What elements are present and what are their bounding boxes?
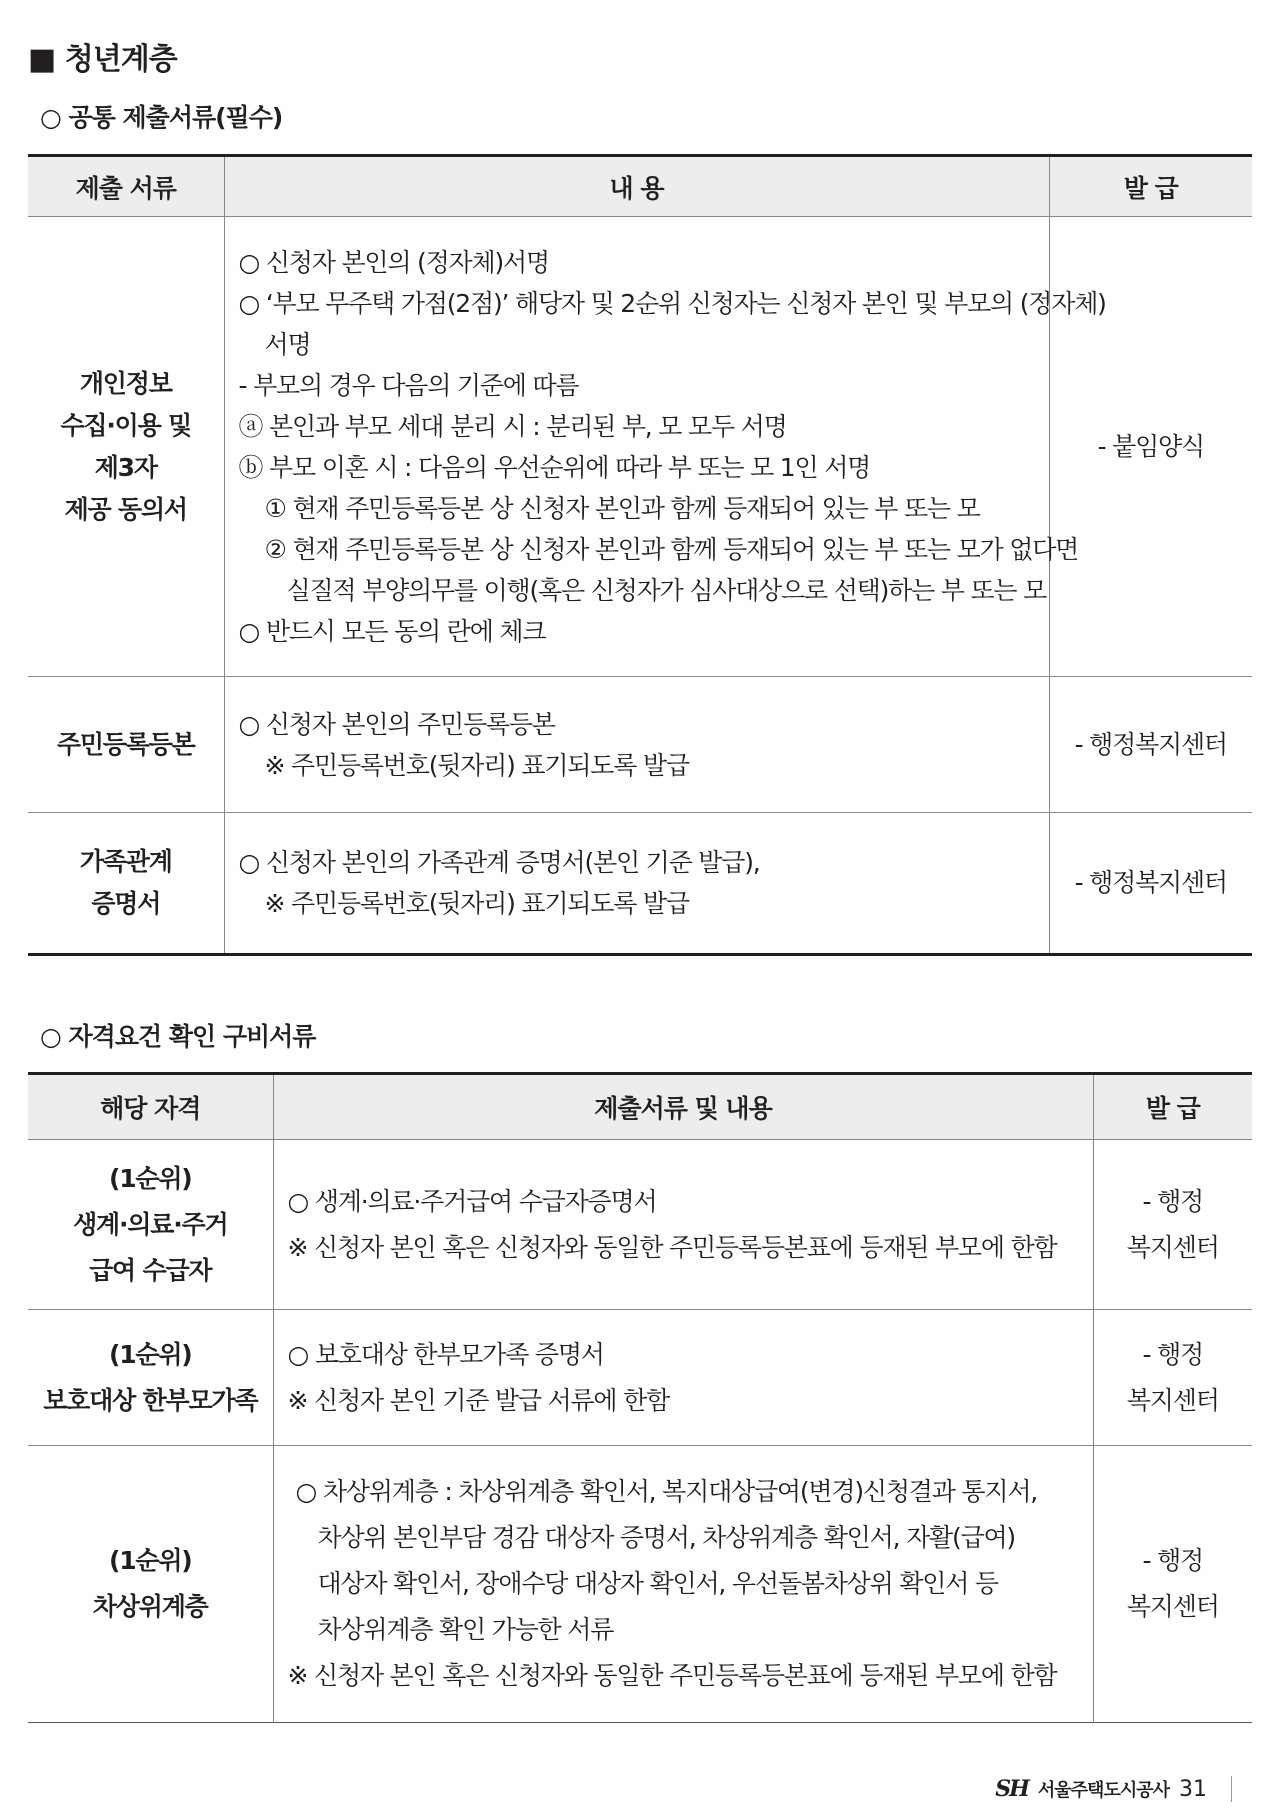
issuer xyxy=(1093,1446,1252,1723)
header-issuer: 발 급 xyxy=(1093,1074,1252,1140)
table-row xyxy=(28,1140,1252,1310)
table-header-row xyxy=(28,156,1252,217)
issuer-line: - 행정복지센터 xyxy=(1074,729,1227,759)
document-content xyxy=(273,1446,1093,1723)
document-name xyxy=(28,677,224,813)
document-line: 증명서 xyxy=(91,889,161,918)
content-line: 차상위 본인부담 경감 대상자 증명서, 차상위계층 확인서, 자활(급여) xyxy=(317,1523,1015,1552)
organization-name: 서울주택도시공사 xyxy=(1037,1780,1169,1801)
document-name xyxy=(28,813,224,955)
issuer xyxy=(1049,813,1252,955)
content-line: ○ 생계·의료·주거급여 수급자증명서 xyxy=(287,1186,657,1216)
content-line: ※ 신청자 본인 혹은 신청자와 동일한 주민등록등본표에 등재된 부모에 한함 xyxy=(287,1232,1057,1262)
content-line: ⓑ 부모 이혼 시 : 다음의 우선순위에 따라 부 또는 모 1인 서명 xyxy=(238,452,871,482)
issuer-line: - 붙임양식 xyxy=(1097,431,1204,461)
document-line: 개인정보 xyxy=(79,368,172,398)
issuer-line: - 행정 xyxy=(1142,1546,1203,1575)
qualification-line: 생계·의료·주거 xyxy=(73,1209,228,1239)
content-line: 차상위계층 확인 가능한 서류 xyxy=(317,1615,614,1644)
document-line: 제3자 xyxy=(94,452,157,482)
issuer xyxy=(1093,1310,1252,1446)
issuer-line: - 행정 xyxy=(1142,1339,1203,1369)
issuer-line: - 행정복지센터 xyxy=(1074,868,1227,897)
content-line: 실질적 부양의무를 이행(혹은 신청자가 심사대상으로 선택)하는 부 또는 모 xyxy=(286,575,1047,605)
document-name xyxy=(28,217,224,677)
content-line: ○ 신청자 본인의 (정자체)서명 xyxy=(238,247,549,277)
document-content xyxy=(224,813,1049,955)
qualification xyxy=(28,1140,273,1310)
content-line: ○ 차상위계층 : 차상위계층 확인서, 복지대상급여(변경)신청결과 통지서, xyxy=(295,1477,1038,1506)
content-line: ※ 신청자 본인 기준 발급 서류에 한함 xyxy=(287,1385,670,1415)
qualification-line: (1순위) xyxy=(108,1163,192,1193)
sh-logo-icon: SH xyxy=(995,1776,1028,1802)
content-line: ※ 주민등록번호(뒷자리) 표기되도록 발급 xyxy=(264,889,689,918)
issuer xyxy=(1049,677,1252,813)
document-content xyxy=(273,1310,1093,1446)
section-title: ■ 청년계층 xyxy=(28,42,177,77)
header-content: 제출서류 및 내용 xyxy=(273,1074,1093,1140)
table-row xyxy=(28,1310,1252,1446)
content-line: ○ 반드시 모든 동의 란에 체크 xyxy=(238,616,546,646)
issuer-line: 복지센터 xyxy=(1126,1592,1219,1621)
qualification-line: (1순위) xyxy=(108,1339,192,1369)
document-line: 제공 동의서 xyxy=(64,494,187,524)
qualification-line: 차상위계층 xyxy=(92,1592,208,1621)
header-qualification: 해당 자격 xyxy=(28,1074,273,1140)
table-row xyxy=(28,813,1252,955)
content-line: ※ 주민등록번호(뒷자리) 표기되도록 발급 xyxy=(264,750,689,780)
issuer-line: 복지센터 xyxy=(1126,1232,1219,1262)
header-document: 제출 서류 xyxy=(28,156,224,217)
table-row xyxy=(28,217,1252,677)
header-issuer: 발 급 xyxy=(1049,156,1252,217)
document-content xyxy=(224,677,1049,813)
page-footer xyxy=(995,1776,1232,1802)
document-content xyxy=(273,1140,1093,1310)
table-row xyxy=(28,1446,1252,1723)
qualification-line: 급여 수급자 xyxy=(89,1255,212,1285)
eligibility-documents-table xyxy=(28,1072,1252,1723)
table-header-row xyxy=(28,1074,1252,1140)
document-content xyxy=(224,217,1106,677)
content-line: ⓐ 본인과 부모 세대 분리 시 : 분리된 부, 모 모두 서명 xyxy=(238,411,787,441)
header-content: 내 용 xyxy=(224,156,1049,217)
footer-divider xyxy=(1231,1776,1232,1802)
page-number: 31 xyxy=(1179,1776,1207,1802)
content-line: ○ ‘부모 무주택 가점(2점)’ 해당자 및 2순위 신청자는 신청자 본인 및 부모의 (정자체) xyxy=(238,288,1106,318)
content-line: ※ 신청자 본인 혹은 신청자와 동일한 주민등록등본표에 등재된 부모에 한함 xyxy=(287,1661,1057,1690)
content-line: ○ 보호대상 한부모가족 증명서 xyxy=(287,1339,604,1369)
content-line: ○ 신청자 본인의 가족관계 증명서(본인 기준 발급), xyxy=(238,848,760,877)
eligibility-documents-subtitle: ○ 자격요건 확인 구비서류 xyxy=(40,1022,316,1051)
content-line: ② 현재 주민등록등본 상 신청자 본인과 함께 등재되어 있는 부 또는 모가 없다면 xyxy=(264,534,1079,564)
issuer xyxy=(1093,1140,1252,1310)
content-line: ○ 신청자 본인의 주민등록등본 xyxy=(238,709,555,739)
document-line: 수집·이용 및 xyxy=(60,410,192,440)
document-line: 주민등록등본 xyxy=(56,729,195,759)
table-row xyxy=(28,677,1252,813)
issuer-line: 복지센터 xyxy=(1126,1385,1219,1415)
qualification xyxy=(28,1446,273,1723)
qualification-line: (1순위) xyxy=(108,1546,192,1575)
content-line: 대상자 확인서, 장애수당 대상자 확인서, 우선돌봄차상위 확인서 등 xyxy=(317,1569,998,1598)
issuer xyxy=(1049,217,1252,677)
common-documents-subtitle: ○ 공통 제출서류(필수) xyxy=(40,103,283,132)
qualification xyxy=(28,1310,273,1446)
document-line: 가족관계 xyxy=(79,847,172,876)
qualification-line: 보호대상 한부모가족 xyxy=(43,1385,258,1415)
content-line: 서명 xyxy=(264,329,311,359)
content-line: - 부모의 경우 다음의 기준에 따름 xyxy=(238,370,579,400)
content-line: ① 현재 주민등록등본 상 신청자 본인과 함께 등재되어 있는 부 또는 모 xyxy=(264,493,980,523)
common-documents-table xyxy=(28,154,1252,956)
issuer-line: - 행정 xyxy=(1142,1186,1203,1216)
